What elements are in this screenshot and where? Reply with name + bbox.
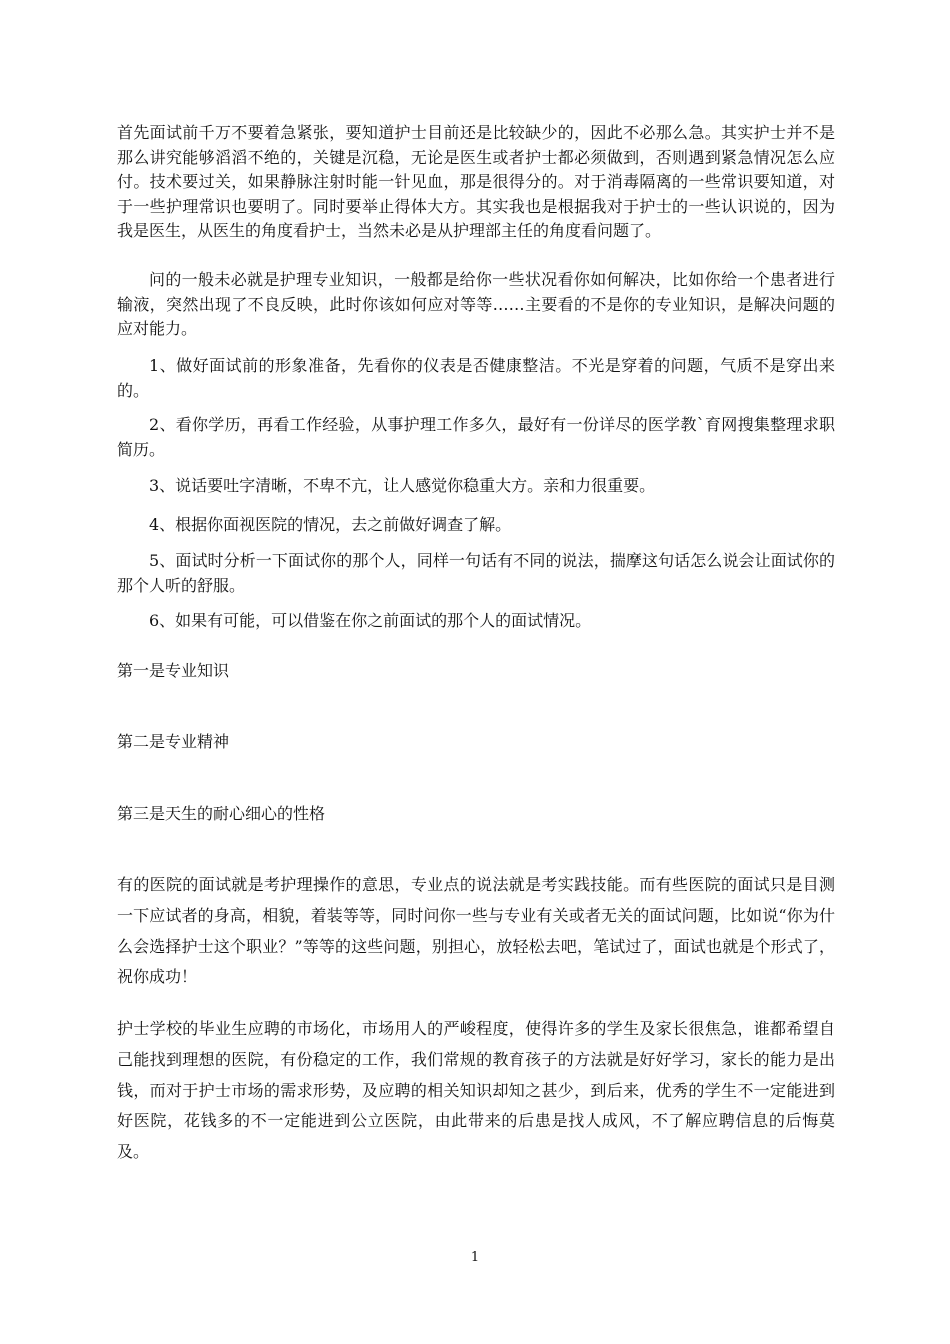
intro-paragraph: 首先面试前千万不要着急紧张，要知道护士目前还是比较缺少的，因此不必那么急。其实护士并不是那么讲究能够滔滔不绝的，关键是沉稳，无论是医生或者护士都必须做到，否则遇到紧急情况怎么应付。技术要过关，如果静脉注射时能一针见血，那是很得分的。对于消毒隔离的一些常识要知道，对于一些护理常识也要明了。同时要举止得体大方。其实我也是根据我对于护士的一些认识说的，因为我是医生，从医生的角度看护士，当然未必是从护理部主任的角度看问题了。	[117, 123, 835, 241]
tip-item-6: 6、如果有可能，可以借鉴在你之前面试的那个人的面试情况。	[149, 611, 592, 630]
point-heading-1: 第一是专业知识	[117, 661, 230, 680]
tip-item-1: 1、做好面试前的形象准备，先看你的仪表是否健康整洁。不光是穿着的问题，气质不是穿出来的。	[117, 356, 835, 400]
point-heading-3: 第三是天生的耐心细心的性格	[117, 804, 326, 823]
page-number: 1	[470, 1250, 480, 1265]
questions-paragraph: 问的一般未必就是护理专业知识，一般都是给你一些状况看你如何解决，比如你给一个患者进行输液，突然出现了不良反映，此时你该如何应对等等……主要看的不是你的专业知识，是解决问题的应对能力。	[117, 270, 835, 339]
tip-item-5: 5、面试时分析一下面试你的那个人，同样一句话有不同的说法，揣摩这句话怎么说会让面试你的那个人听的舒服。	[117, 551, 835, 595]
tip-item-3: 3、说话要吐字清晰，不卑不亢，让人感觉你稳重大方。亲和力很重要。	[149, 476, 656, 495]
tip-item-4: 4、根据你面视医院的情况，去之前做好调查了解。	[149, 515, 512, 534]
point-heading-2: 第二是专业精神	[117, 732, 230, 751]
market-paragraph: 护士学校的毕业生应聘的市场化，市场用人的严峻程度，使得许多的学生及家长很焦急，谁都希望自己能找到理想的医院，有份稳定的工作，我们常规的教育孩子的方法就是好好学习，家长的能力是出钱，而对于护士市场的需求形势，及应聘的相关知识却知之甚少，到后来，优秀的学生不一定能进到好医院，花钱多的不一定能进到公立医院，由此带来的后患是找人成风，不了解应聘信息的后悔莫及。	[117, 1019, 835, 1162]
tip-item-2: 2、看你学历，再看工作经验，从事护理工作多久，最好有一份详尽的医学教`育网搜集整理求职简历。	[117, 415, 835, 459]
operation-paragraph: 有的医院的面试就是考护理操作的意思，专业点的说法就是考实践技能。而有些医院的面试只是目测一下应试者的身高，相貌，着装等等，同时问你一些与专业有关或者无关的面试问题，比如说“你为什么会选择护士这个职业？”等等的这些问题，别担心，放轻松去吧，笔试过了，面试也就是个形式了，祝你成功！	[117, 875, 835, 987]
